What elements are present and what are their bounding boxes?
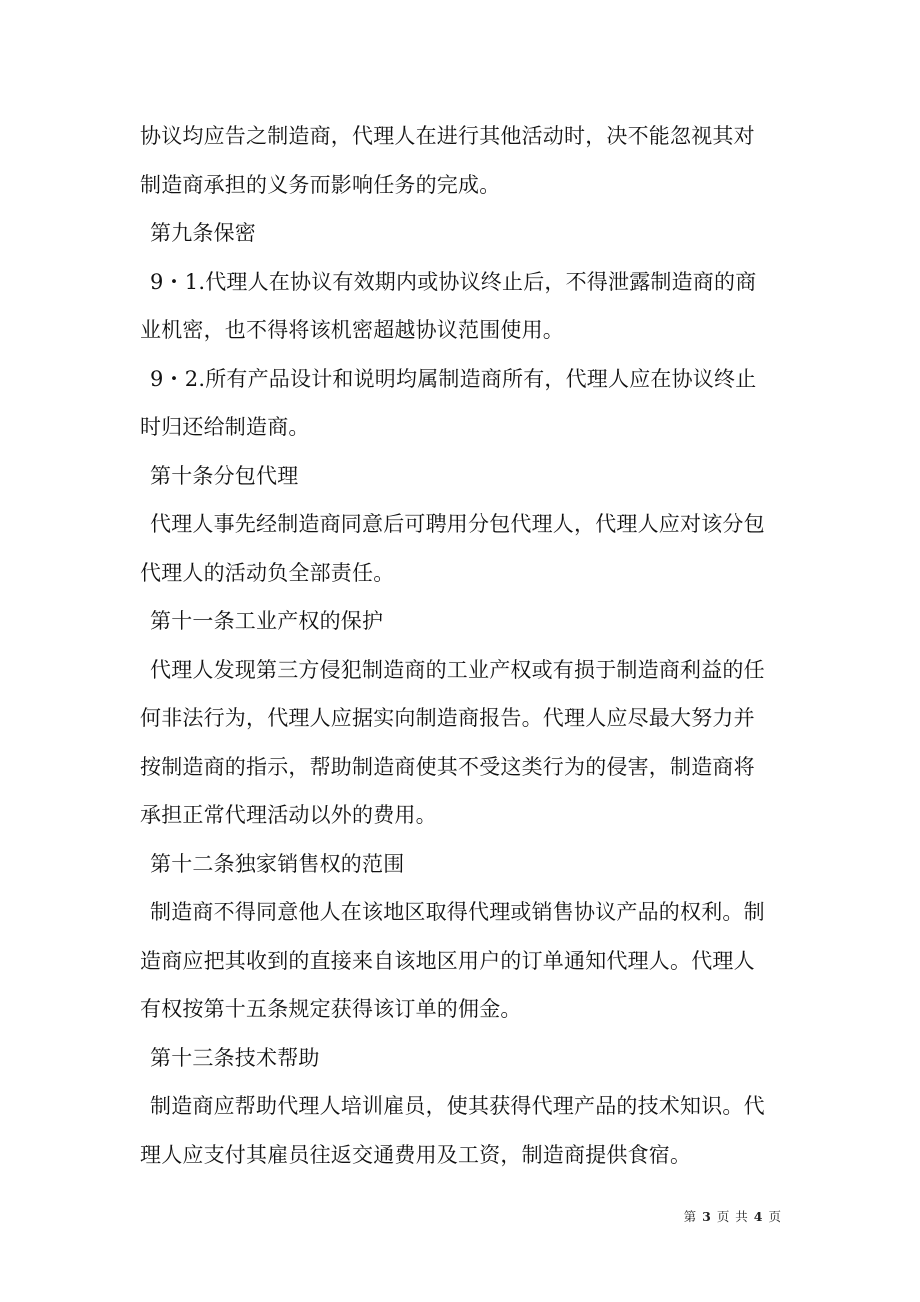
text-line: 第十条分包代理 <box>150 463 299 488</box>
text-line: 第九条保密 <box>150 221 256 245</box>
text-line: 理人应支付其雇员往返交通费用及工资，制造商提供食宿。 <box>140 1142 692 1167</box>
footer-middle: 页 共 <box>716 1209 749 1224</box>
text-line: 制造商承担的义务而影响任务的完成。 <box>140 172 501 197</box>
footer-suffix: 页 <box>768 1209 782 1224</box>
footer-current-page: 3 <box>702 1209 712 1224</box>
text-line: 造商应把其收到的直接来自该地区用户的订单通知代理人。代理人 <box>140 948 755 973</box>
text-line: 代理人发现第三方侵犯制造商的工业产权或有损于制造商利益的任 <box>150 657 765 682</box>
text-line: 代理人事先经制造商同意后可聘用分包代理人，代理人应对该分包 <box>150 512 765 536</box>
text-line: 按制造商的指示，帮助制造商使其不受这类行为的侵害，制造商将 <box>140 754 755 779</box>
text-line: 9・2.所有产品设计和说明均属制造商所有，代理人应在协议终止 <box>150 366 757 391</box>
text-line: 承担正常代理活动以外的费用。 <box>140 803 437 827</box>
text-line: 业机密，也不得将该机密超越协议范围使用。 <box>140 318 564 342</box>
footer-prefix: 第 <box>683 1209 698 1224</box>
document-body <box>140 112 785 1179</box>
text-line: 时归还给制造商。 <box>140 415 310 439</box>
text-line: 协议均应告之制造商，代理人在进行其他活动时，决不能忽视其对 <box>140 124 755 148</box>
text-line: 有权按第十五条规定获得该订单的佣金。 <box>140 997 522 1021</box>
text-line: 第十一条工业产权的保护 <box>150 609 384 633</box>
text-line: 制造商不得同意他人在该地区取得代理或销售协议产品的权利。制 <box>150 900 765 924</box>
text-line: 第十二条独家销售权的范围 <box>150 851 405 876</box>
text-line: 9・1.代理人在协议有效期内或协议终止后，不得泄露制造商的商 <box>150 269 757 294</box>
text-line: 制造商应帮助代理人培训雇员，使其获得代理产品的技术知识。代 <box>150 1094 765 1118</box>
text-line: 第十三条技术帮助 <box>150 1045 320 1070</box>
text-line: 代理人的活动负全部责任。 <box>140 560 395 585</box>
footer-total-pages: 4 <box>753 1209 764 1224</box>
text-line: 何非法行为，代理人应据实向制造商报告。代理人应尽最大努力并 <box>140 706 755 730</box>
page-footer <box>684 1207 782 1225</box>
